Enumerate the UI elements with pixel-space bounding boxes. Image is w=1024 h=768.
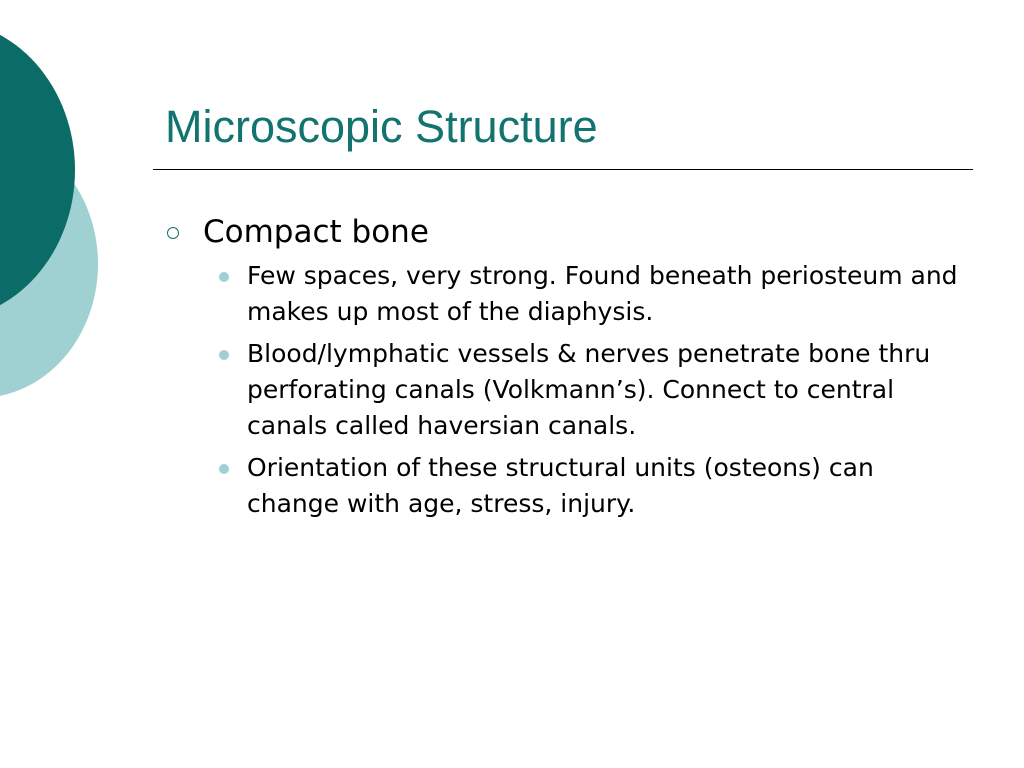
slide-body (165, 212, 965, 528)
subbullet-item (247, 336, 965, 444)
title-divider (153, 169, 973, 170)
dot-bullet-icon (219, 350, 229, 360)
dot-bullet-icon (219, 272, 229, 282)
dot-bullet-icon (219, 464, 229, 474)
subbullet-item (247, 258, 965, 330)
slide-title: Microscopic Structure (165, 101, 598, 152)
subbullet-text: Few spaces, very strong. Found beneath periosteum and makes up most of the diaphysis. (247, 261, 958, 326)
subbullet-item (247, 450, 965, 522)
hollow-circle-bullet-icon (167, 227, 179, 239)
subbullet-text: Blood/lymphatic vessels & nerves penetrate bone thru perforating canals (Volkmann’s). Connect to central canals called haversian canals. (247, 339, 931, 440)
bullet-compact-bone (165, 212, 965, 252)
subbullet-text: Orientation of these structural units (osteons) can change with age, stress, injury. (247, 453, 874, 518)
bullet-text: Compact bone (203, 214, 429, 250)
